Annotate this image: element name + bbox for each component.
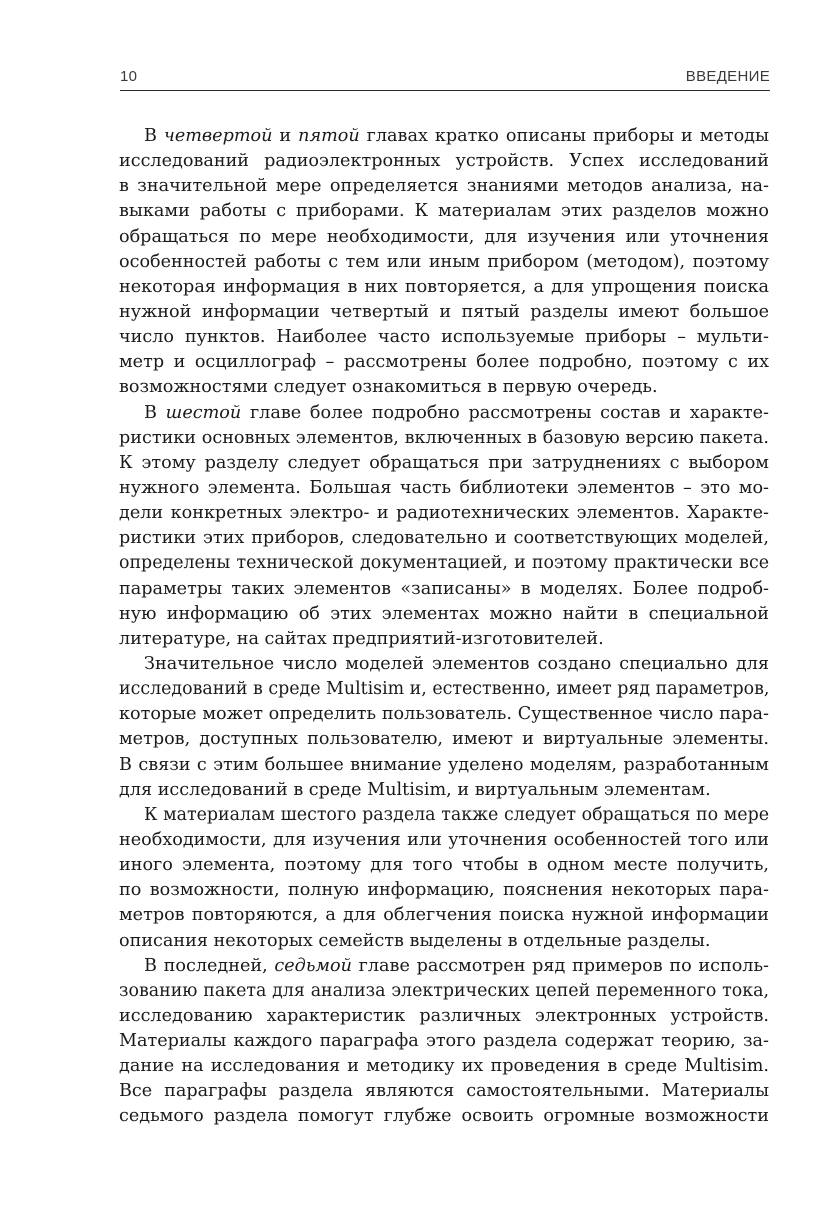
paragraph-line: особенностей работы с тем или иным прибором (методом), поэтому [119, 251, 769, 272]
body-text [119, 124, 769, 1130]
paragraph-line: К материалам шестого раздела также следует обращаться по мере [144, 804, 769, 825]
paragraph-line: нужной информации четвертый и пятый разделы имеют большое [119, 301, 769, 322]
paragraph-line: возможностями следует ознакомиться в первую очередь. [119, 377, 658, 398]
paragraph-line: дание на исследования и методику их проведения в среде Multisim. [119, 1056, 769, 1077]
paragraph-line: определены технической документацией, и поэтому практически все [119, 553, 769, 574]
paragraph-line: Все параграфы раздела являются самостоятельными. Материалы [119, 1081, 769, 1102]
paragraph-line: параметры таких элементов «записаны» в моделях. Более подроб- [119, 578, 769, 599]
paragraph-line: ристики этих приборов, следовательно и соответствующих моделей, [119, 528, 769, 549]
paragraph-line: В последней, седьмой главе рассмотрен ряд примеров по исполь- [144, 955, 769, 976]
paragraph-line: выками работы с приборами. К материалам этих разделов можно [119, 201, 769, 222]
paragraph-line: которые может определить пользователь. Существенное число пара- [119, 704, 769, 725]
paragraph-line: исследований радиоэлектронных устройств. Успех исследований [119, 151, 769, 172]
paragraph-1 [119, 124, 769, 401]
paragraph-line: Значительное число моделей элементов создано специально для [144, 653, 769, 674]
paragraph-line: дели конкретных электро- и радиотехнических элементов. Характе- [119, 503, 769, 524]
paragraph-2 [119, 401, 769, 652]
paragraph-line: ную информацию об этих элементах можно найти в специальной [119, 603, 769, 624]
paragraph-line: седьмого раздела помогут глубже освоить огромные возможности [119, 1106, 769, 1127]
emphasis: седьмой [274, 955, 352, 976]
emphasis: шестой [165, 402, 242, 423]
paragraph-line: для исследований в среде Multisim, и виртуальным элементам. [119, 779, 711, 800]
paragraph-line: В связи с этим большее внимание уделено моделям, разработанным [119, 754, 769, 775]
paragraph-line: Материалы каждого параграфа этого раздела содержат теорию, за- [119, 1031, 769, 1052]
paragraph-line: исследованию характеристик различных электронных устройств. [119, 1005, 769, 1026]
paragraph-line: К этому разделу следует обращаться при затруднениях с выбором [119, 452, 769, 473]
paragraph-4 [119, 803, 769, 954]
emphasis: пятой [298, 126, 360, 146]
paragraph-line: зованию пакета для анализа электрических цепей переменного тока, [119, 980, 769, 1001]
paragraph-line: В четвертой и пятой главах кратко описаны приборы и методы [144, 126, 769, 146]
paragraph-line: нужного элемента. Большая часть библиотеки элементов – это мо- [119, 477, 769, 498]
paragraph-line: описания некоторых семейств выделены в отдельные разделы. [119, 930, 711, 951]
chapter-title: ВВЕДЕНИЕ [685, 68, 770, 85]
paragraph-line: в значительной мере определяется знаниями методов анализа, на- [119, 176, 769, 197]
paragraph-3 [119, 652, 769, 803]
paragraph-line: иного элемента, поэтому для того чтобы в одном месте получить, [119, 855, 769, 876]
paragraph-line: по возможности, полную информацию, пояснения некоторых пара- [119, 880, 769, 901]
paragraph-line: метров, доступных пользователю, имеют и виртуальные элементы. [119, 729, 769, 750]
paragraph-line: литературе, на сайтах предприятий-изготовителей. [119, 628, 604, 649]
page-number: 10 [120, 68, 138, 85]
paragraph-5 [119, 954, 769, 1130]
paragraph-line: число пунктов. Наиболее часто используемые приборы – мульти- [119, 327, 769, 348]
paragraph-line: ристики основных элементов, включенных в базовую версию пакета. [119, 427, 769, 448]
paragraph-line: необходимости, для изучения или уточнения особенностей того или [119, 829, 769, 850]
paragraph-line: обращаться по мере необходимости, для изучения или уточнения [119, 226, 769, 247]
paragraph-line: исследований в среде Multisim и, естественно, имеет ряд параметров, [119, 679, 770, 700]
paragraph-line: В шестой главе более подробно рассмотрены состав и характе- [144, 402, 769, 423]
paragraph-line: некоторая информация в них повторяется, а для упрощения поиска [119, 276, 769, 297]
running-head [120, 68, 770, 91]
paragraph-line: метр и осциллограф – рассмотрены более подробно, поэтому с их [119, 352, 769, 373]
emphasis: четвертой [163, 126, 273, 146]
paragraph-line: метров повторяются, а для облегчения поиска нужной информации [119, 905, 769, 926]
